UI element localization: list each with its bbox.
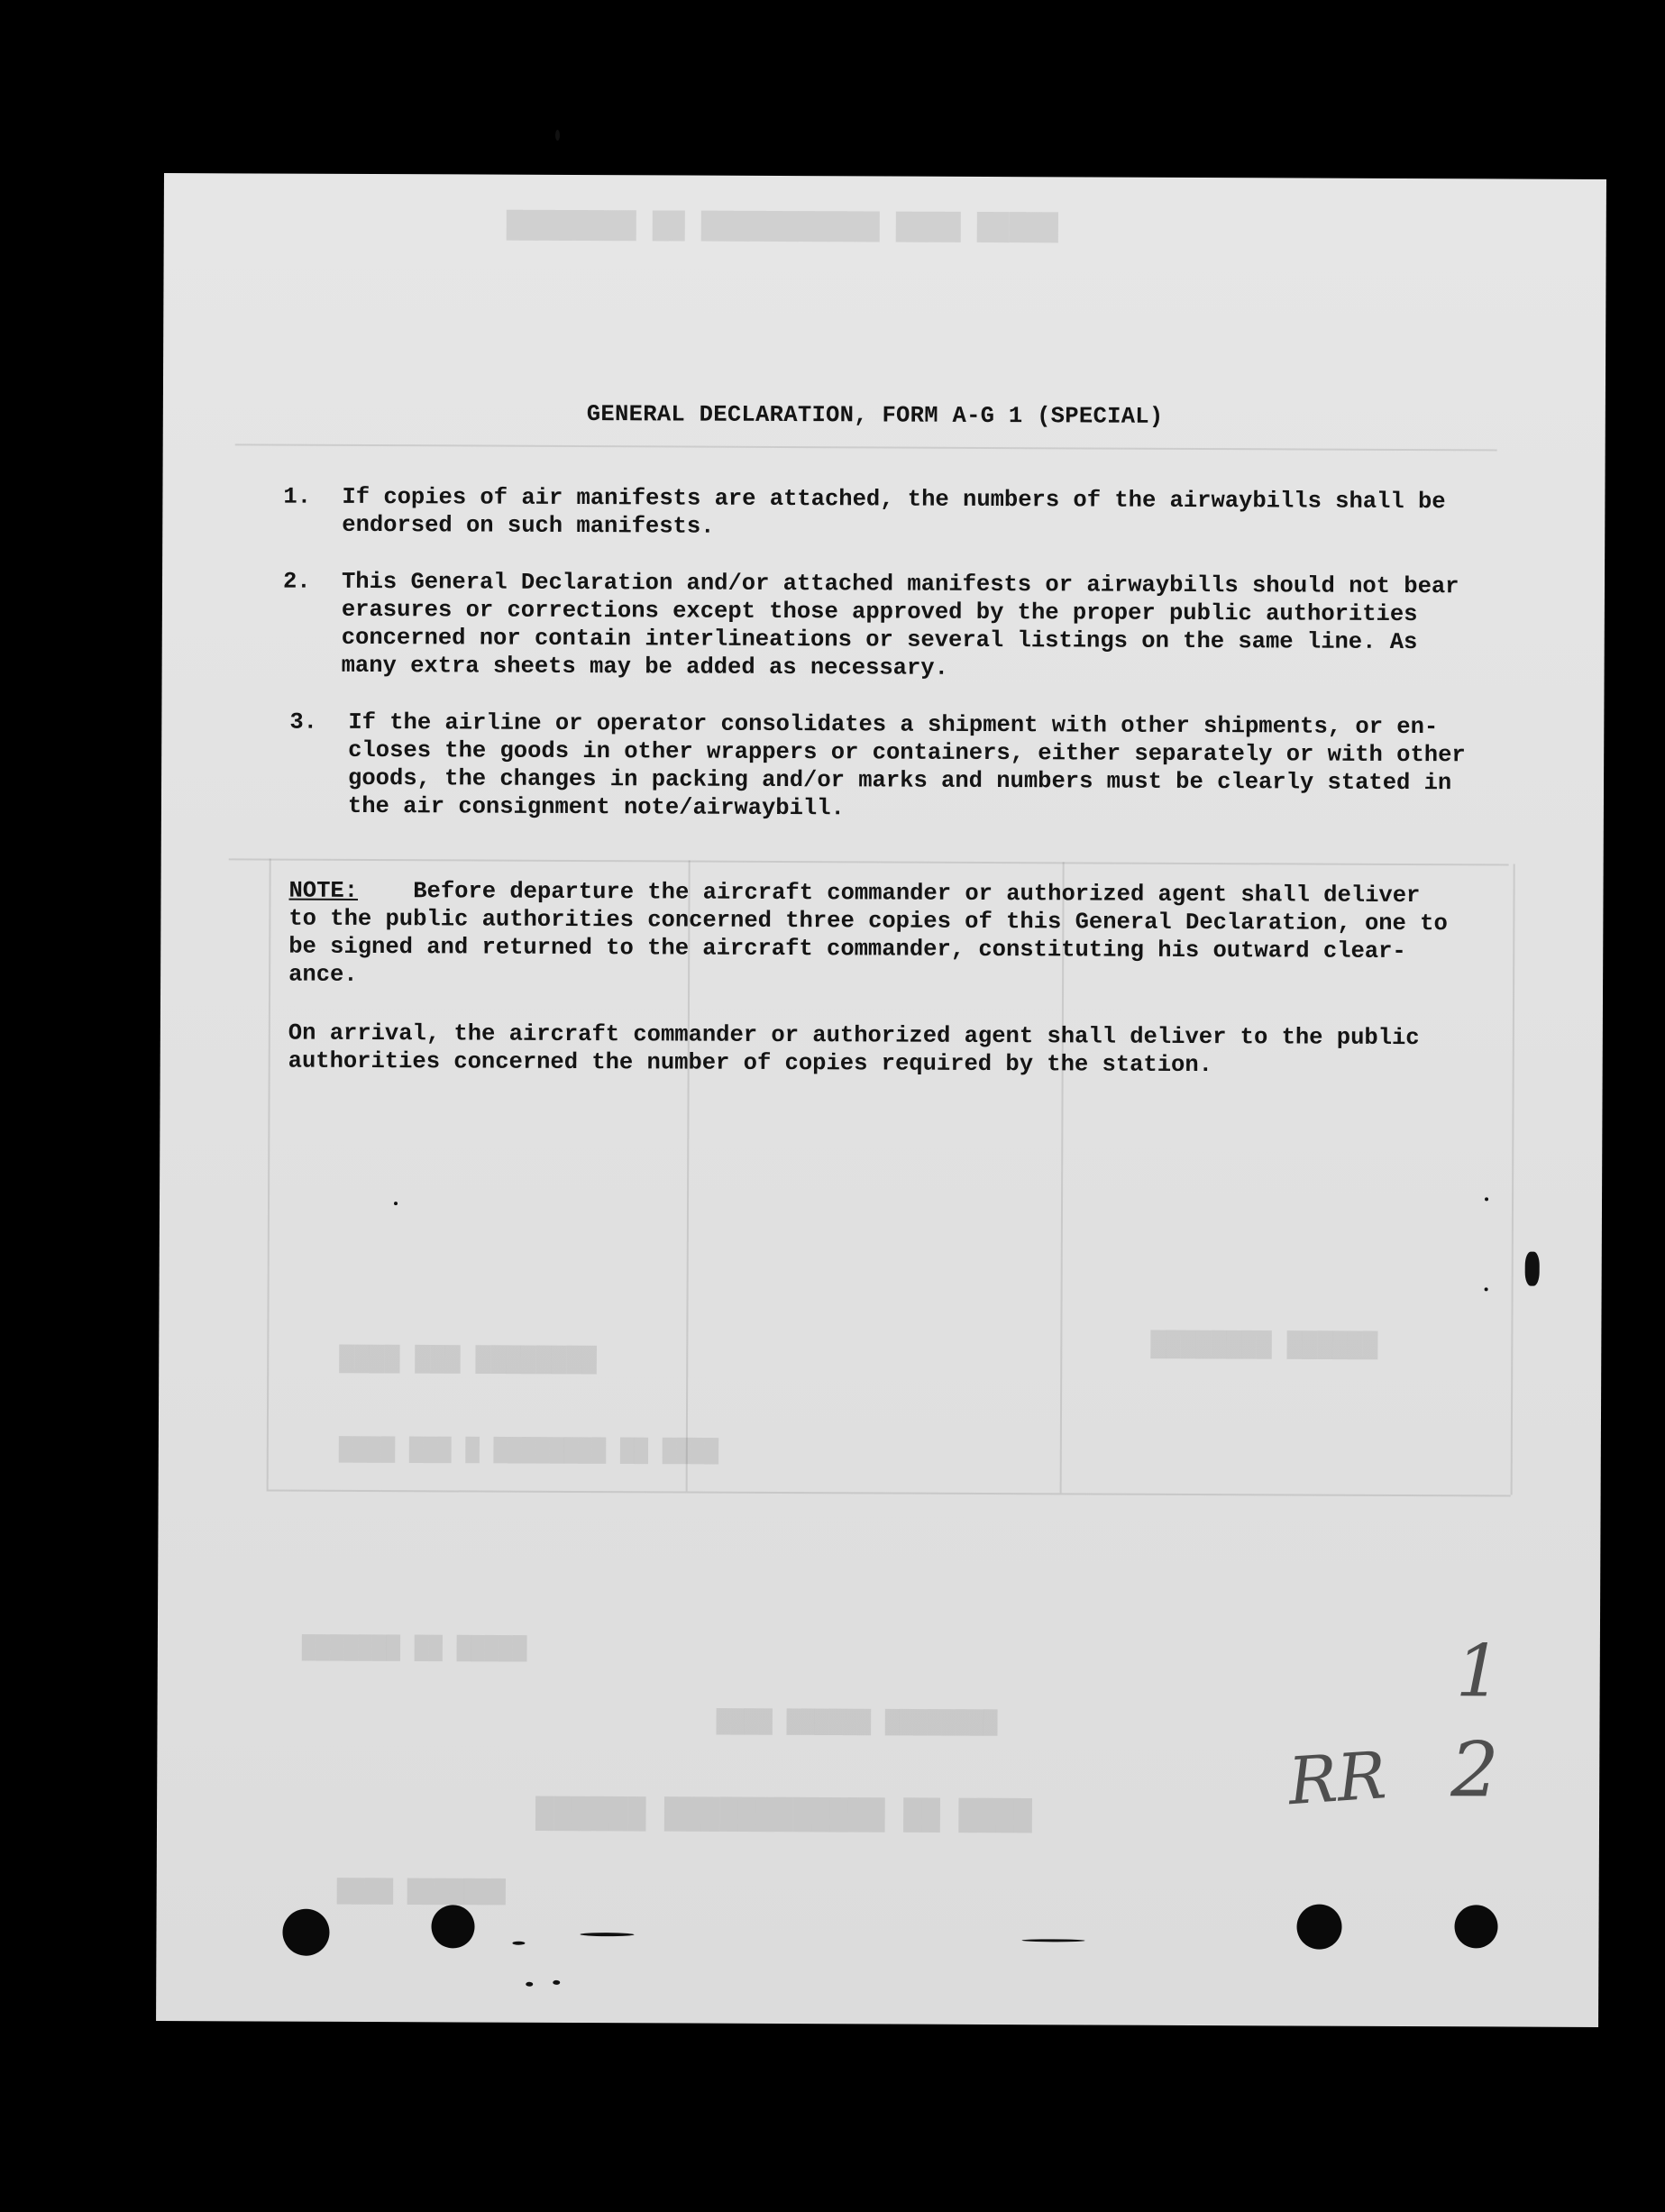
- note-section: [288, 877, 1488, 994]
- text-line: authorities concerned the number of copies required by the station.: [288, 1047, 1213, 1079]
- bleed-through-text: ████ ██ ████████ █ ███ ████: [338, 1435, 719, 1465]
- text-line: be signed and returned to the aircraft commander, constituting his outward clear-: [288, 933, 1406, 965]
- ink-speck: [394, 1202, 398, 1205]
- text-line: closes the goods in other wrappers or containers, either separately or with other: [348, 736, 1466, 769]
- declaration-text: [156, 173, 1606, 2027]
- bleed-through-text: █████ ██ ███████: [301, 1633, 527, 1662]
- instruction-item-1: [283, 483, 1492, 540]
- text-line: erasures or corrections except those approved by the proper public authorities: [341, 596, 1418, 628]
- ink-speck: [512, 1942, 525, 1945]
- text-line: On arrival, the aircraft commander or authorized agent shall deliver to the public: [288, 1019, 1420, 1052]
- bleed-through-text: █████ ████ ███████████ ██ ████████: [506, 210, 1058, 244]
- ink-blot: [1525, 1252, 1540, 1286]
- instruction-item-2: [282, 568, 1491, 681]
- text-line: If the airline or operator consolidates a shipment with other shipments, or en-: [348, 708, 1439, 741]
- instruction-item-3: [289, 708, 1497, 822]
- bleed-through-text: ██████ ████████: [1150, 1330, 1378, 1360]
- arrival-paragraph: [288, 1019, 1487, 1081]
- note-label: NOTE:: [288, 877, 359, 904]
- text-line: ance.: [288, 961, 358, 988]
- item-body: [348, 708, 1494, 826]
- punch-hole: [1296, 1905, 1341, 1950]
- item-number: 3.: [289, 708, 318, 736]
- handwritten-mark: RR: [1285, 1737, 1389, 1820]
- item-number: 2.: [282, 568, 311, 595]
- document-page: [156, 173, 1606, 2027]
- ink-speck: [1485, 1197, 1488, 1201]
- text-line: endorsed on such manifests.: [342, 511, 715, 540]
- text-line: to the public authorities concerned three copies of this General Declaration, one to: [288, 905, 1448, 937]
- ink-speck: [1485, 1287, 1488, 1291]
- ink-speck: [555, 130, 560, 141]
- punch-hole: [1454, 1905, 1497, 1948]
- item-number: 1.: [283, 483, 312, 510]
- punch-hole: [431, 1905, 474, 1948]
- text-line: This General Declaration and/or attached manifests or airwaybills should not bear: [341, 568, 1459, 600]
- text-line: concerned nor contain interlineations or several listings on the same line. As: [341, 624, 1418, 656]
- ink-speck: [526, 1982, 533, 1987]
- bleed-through-text: ███████ ████: [336, 1877, 506, 1906]
- ink-speck: [553, 1980, 560, 1985]
- item-body: [342, 483, 1487, 544]
- text-line: many extra sheets may be added as necessary.: [341, 652, 948, 681]
- handwritten-mark: 2: [1450, 1725, 1499, 1814]
- page-title: GENERAL DECLARATION, FORM A-G 1 (SPECIAL): [586, 401, 1164, 430]
- bleed-through-text: ████████ ██████ ████: [716, 1707, 998, 1737]
- item-body: [342, 568, 1487, 685]
- text-line: goods, the changes in packing and/or marks and numbers must be clearly stated in: [348, 764, 1452, 797]
- bleed-through-text: ████████ ███ ████: [339, 1345, 597, 1376]
- bleed-through-text: ████ ██ ████████████ ██████: [535, 1796, 1033, 1834]
- text-line: the air consignment note/airwaybill.: [347, 792, 845, 822]
- text-line: If copies of air manifests are attached, the numbers of the airwaybills shall be: [342, 483, 1446, 516]
- punch-hole: [282, 1909, 329, 1956]
- handwritten-mark: 1: [1455, 1629, 1502, 1714]
- text-line: Before departure the aircraft commander or authorized agent shall deliver: [413, 878, 1421, 909]
